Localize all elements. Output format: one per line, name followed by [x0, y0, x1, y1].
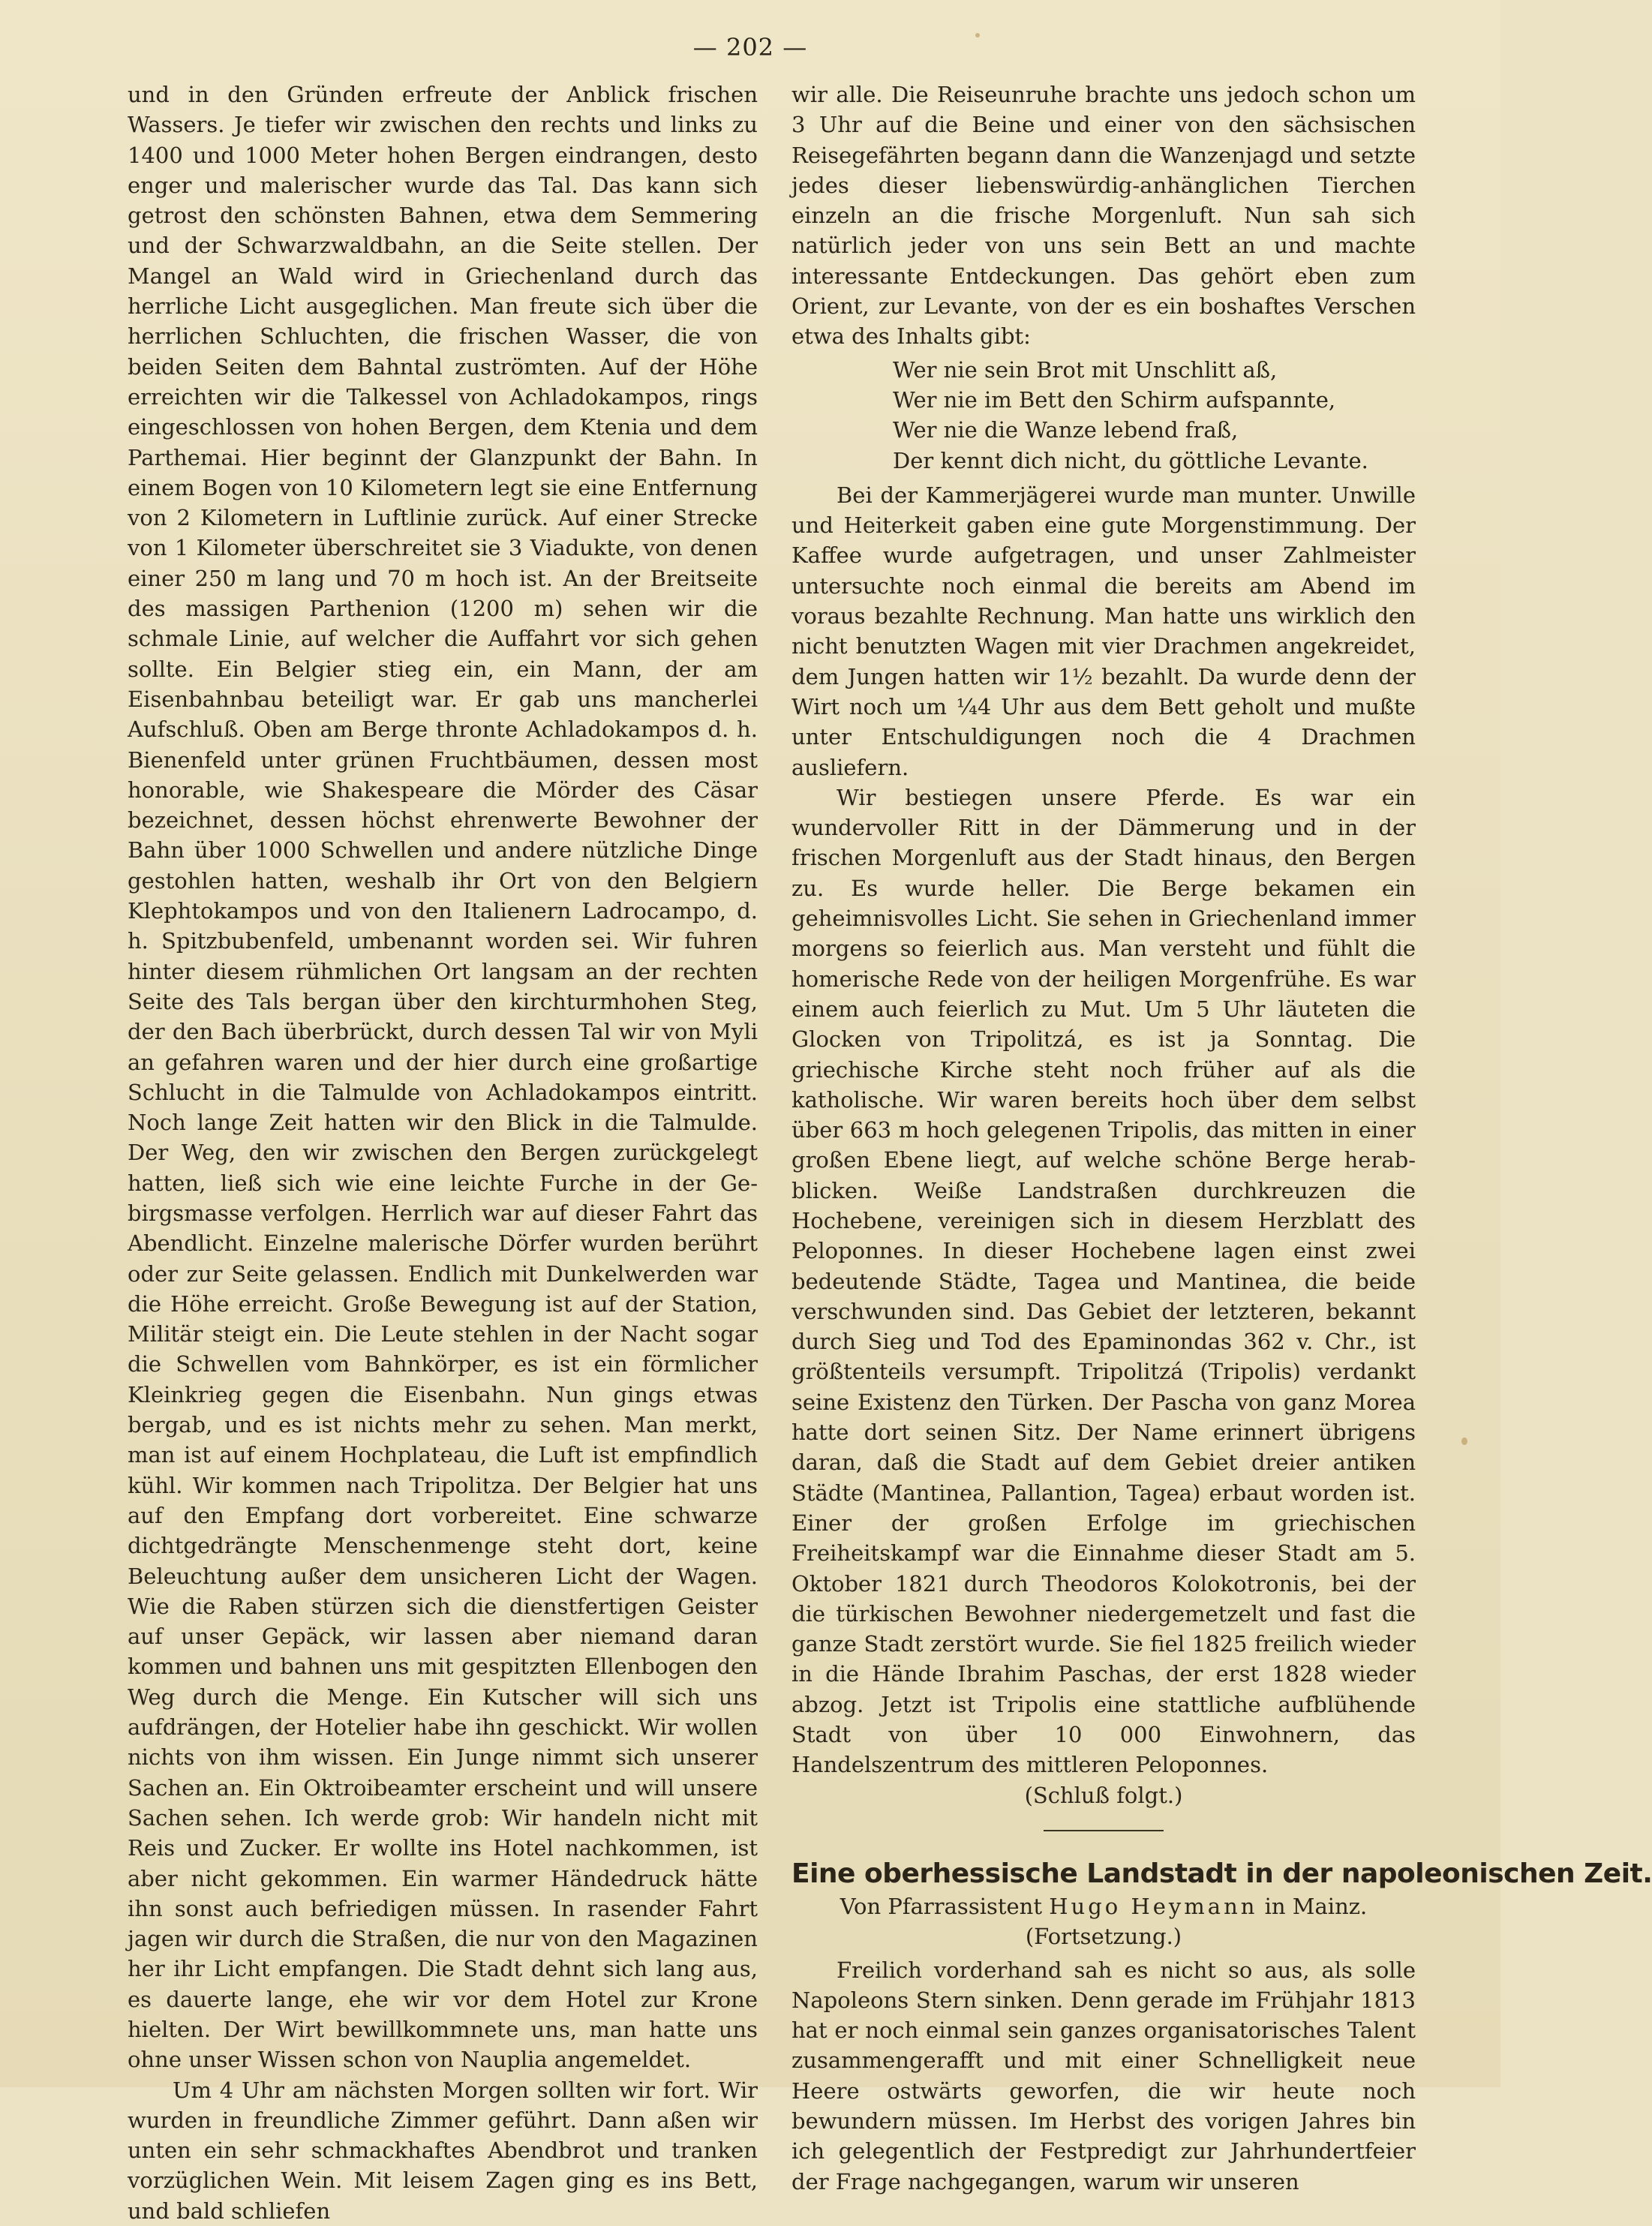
byline-suffix: in Mainz.	[1264, 1893, 1368, 1919]
right-paragraph-1: wir alle. Die Reiseunruhe brachte uns jedoch schon um 3 Uhr auf die Beine und einer von den sächsischen Reisegefährten begann dann die Wanzenjagd und setzte jedes dieser liebenswürdig-anhänglichen Tierchen einzeln an die frische Morgenluft. Nun sah sich natürlich jeder von uns sein Bett an und machte interessante Entdeckungen. Das gehört eben zum Orient, zur Levante, von der es ein boshaftes Verschen etwa des Inhalts gibt:	[791, 82, 1416, 350]
right-paragraph-2: Bei der Kammerjägerei wurde man munter. Unwille und Heiterkeit gaben eine gute Morgenstimmung. Der Kaffee wurde aufgetragen, und unser Zahlmeister untersuchte noch einmal die bereits am Abend im voraus bezahlte Rechnung. Man hatte uns wirklich den nicht benutzten Wagen mit vier Drachmen angekreidet, dem Jungen hatten wir 1½ bezahlt. Da wurde denn der Wirt noch um ¼4 Uhr aus dem Bett geholt und mußte unter Entschuldigungen noch die 4 Drachmen ausliefern.	[791, 482, 1416, 780]
paper-stain	[1461, 1437, 1467, 1445]
article-byline	[791, 1891, 1416, 1921]
poem-line: Wer nie sein Brot mit Unschlitt aß,	[893, 356, 1278, 383]
left-paragraph-2: Um 4 Uhr am nächsten Morgen sollten wir fort. Wir wurden in freundliche Zimmer geführt. Dann aßen wir unten ein sehr schmackhaftes Abendbrot und tranken vorzüglichen Wein. Mit leisem Zagen ging es ins Bett, und bald schliefen	[128, 2077, 758, 2224]
author-name: Hugo Heymann	[1049, 1893, 1258, 1919]
poem-line: Der kennt dich nicht, du göttliche Levante.	[893, 447, 1368, 473]
article-paragraph-1: Freilich vorderhand sah es nicht so aus, als solle Napoleons Stern sinken. Denn gerade im Frühjahr 1813 hat er noch einmal sein ganzes organisatorisches Talent zusammengerafft und mit einer Schnelligkeit neue Heere ostwärts geworfen, die wir heute noch bewundern müssen. Im Herbst des vorigen Jahres bin ich gelegentlich der Festpredigt zur Jahrhundertfeier der Frage nachgegangen, warum wir unseren	[791, 1957, 1416, 2194]
continued-note: (Fortsetzung.)	[1025, 1924, 1182, 1950]
right-paragraph-3: Wir bestiegen unsere Pferde. Es war ein wundervoller Ritt in der Dämmerung und in der frischen Morgenluft aus der Stadt hinaus, den Bergen zu. Es wurde heller. Die Berge bekamen ein geheimnisvolles Licht. Sie sehen in Griechenland immer morgens so feierlich aus. Man versteht und fühlt die homerische Rede von der heiligen Morgenfrühe. Es war einem auch feierlich zu Mut. Um 5 Uhr läuteten die Glocken von Tripolitzá, es ist ja Sonntag. Die griechische Kirche steht noch früher auf als die katholische. Wir waren bereits hoch über dem selbst über 663 m hoch gelegenen Tripolis, das mitten in einer großen Ebene liegt, auf welche schöne Berge herabblicken. Weiße Landstraßen durchkreuzen die Hochebene, vereinigen sich in diesem Herzblatt des Peloponnes. In dieser Hochebene lagen einst zwei bedeutende Städte, Tagea und Mantinea, die beide verschwunden sind. Das Gebiet der letzteren, bekannt durch Sieg und Tod des Epaminondas 362 v. Chr., ist größtenteils versumpft. Tripolitzá (Tripolis) verdankt seine Existenz den Türken. Der Pascha von ganz Morea hatte dort seinen Sitz. Der Name erinnert übrigens daran, daß die Stadt auf dem Gebiet dreier antiken Städte (Mantinea, Pallantion, Tagea) erbaut worden ist. Einer der großen Erfolge im griechischen Freiheitskampf war die Einnahme dieser Stadt am 5. Oktober 1821 durch Theodoros Kolokotronis, bei der die türkischen Bewohner niedergemetzelt und fast die ganze Stadt zerstört wurde. Sie fiel 1825 freilich wieder in die Hände Ibrahim Paschas, der erst 1828 wieder abzog. Jetzt ist Tripolis eine stattliche aufblühende Stadt von über 10 000 Einwohnern, das Handelszentrum des mittleren Peloponnes.	[791, 784, 1416, 1778]
page-number: — 202 —	[692, 33, 808, 62]
left-paragraph-1: und in den Gründen erfreute der Anblick frischen Wassers. Je tiefer wir zwischen den rechts und links zu 1400 und 1000 Meter hohen Bergen eindrangen, desto enger und malerischer wurde das Tal. Das kann sich getrost den schönsten Bahnen, etwa dem Semmering und der Schwarzwaldbahn, an die Seite stellen. Der Mangel an Wald wird in Griechenland durch das herrliche Licht ausgeglichen. Man freute sich über die herrlichen Schluchten, die frischen Wasser, die von beiden Seiten dem Bahntal zuströmten. Auf der Höhe erreichten wir die Talkessel von Achladokampos, rings eingeschlossen von hohen Bergen, dem Ktenia und dem Parthemai. Hier beginnt der Glanzpunkt der Bahn. In einem Bogen von 10 Kilometern legt sie eine Entfernung von 2 Kilometern in Luftlinie zurück. Auf einer Strecke von 1 Kilometer überschreitet sie 3 Viadukte, von denen einer 250 m lang und 70 m hoch ist. An der Breitseite des massigen Parthenion (1200 m) sehen wir die schmale Linie, auf welcher die Auffahrt vor sich gehen sollte. Ein Belgier stieg ein, ein Mann, der am Eisenbahnbau beteiligt war. Er gab uns mancherlei Aufschluß. Oben am Berge thronte Achladokampos d. h. Bienenfeld unter grünen Fruchtbäumen, dessen most honorable, wie Shakespeare die Mörder des Cäsar bezeichnet, dessen höchst ehrenwerte Bewohner der Bahn über 1000 Schwellen und andere nützliche Dinge gestohlen hatten, weshalb ihr Ort von den Belgiern Klephtokampos und von den Italienern Ladrocampo, d. h. Spitzbubenfeld, umbenannt worden sei. Wir fuhren hinter diesem rühmlichen Ort langsam an der rechten Seite des Tals bergan über den kirchturmhohen Steg, der den Bach überbrückt, durch dessen Tal wir von Myli an gefahren waren und der hier durch eine großartige Schlucht in die Talmulde von Achladokampos eintritt. Noch lange Zeit hatten wir den Blick in die Talmulde. Der Weg, den wir zwischen den Bergen zurückgelegt hatten, ließ sich wie eine leichte Furche in der Gebirgsmasse verfolgen. Herrlich war auf dieser Fahrt das Abendlicht. Einzelne malerische Dörfer wurden berührt oder zur Seite gelassen. Endlich mit Dunkelwerden war die Höhe erreicht. Große Bewegung ist auf der Station, Militär steigt ein. Die Leute stehlen in der Nacht sogar die Schwellen vom Bahnkörper, es ist ein förmlicher Kleinkrieg gegen die Eisenbahn. Nun gings etwas bergab, und es ist nichts mehr zu sehen. Man merkt, man ist auf einem Hochplateau, die Luft ist empfindlich kühl. Wir kommen nach Tripolitza. Der Belgier hat uns auf den Empfang dort vorbereitet. Eine schwarze dichtgedrängte Menschenmenge steht dort, keine Beleuchtung außer dem unsicheren Licht der Wagen. Wie die Raben stürzen sich die dienstfertigen Geister auf unser Gepäck, wir lassen aber niemand daran kommen und bahnen uns mit gespitzten Ellenbogen den Weg durch die Menge. Ein Kutscher will sich uns aufdrängen, der Hotelier habe ihn geschickt. Wir wollen nichts von ihm wissen. Ein Junge nimmt sich unserer Sachen an. Ein Oktroibeamter erscheint und will unsere Sachen sehen. Ich werde grob: Wir handeln nicht mit Reis und Zucker. Er wollte ins Hotel nachkommen, ist aber nicht gekommen. Ein warmer Händedruck hätte ihn sonst auch befriedigen müssen. In rasender Fahrt jagen wir durch die Straßen, die nur von den Magazinen her ihr Licht empfangen. Die Stadt dehnt sich lang aus, es dauerte lange, ehe wir vor dem Hotel zur Krone hielten. Der Wirt bewillkommnete uns, man hatte uns ohne unser Wissen schon von Nauplia angemeldet.	[128, 82, 758, 2073]
byline-prefix: Von Pfarrassistent	[840, 1893, 1043, 1919]
closing-note: (Schluß folgt.)	[1024, 1782, 1183, 1808]
left-column	[128, 80, 758, 2226]
right-column	[791, 80, 1652, 2197]
section-divider	[1044, 1830, 1164, 1831]
poem	[893, 355, 1416, 476]
article-title: Eine oberhessische Landstadt in der napoleonischen Zeit.	[791, 1858, 1652, 1889]
paper-stain	[975, 33, 980, 38]
poem-line: Wer nie die Wanze lebend fraß,	[893, 417, 1239, 443]
poem-line: Wer nie im Bett den Schirm aufspannte,	[893, 386, 1336, 413]
